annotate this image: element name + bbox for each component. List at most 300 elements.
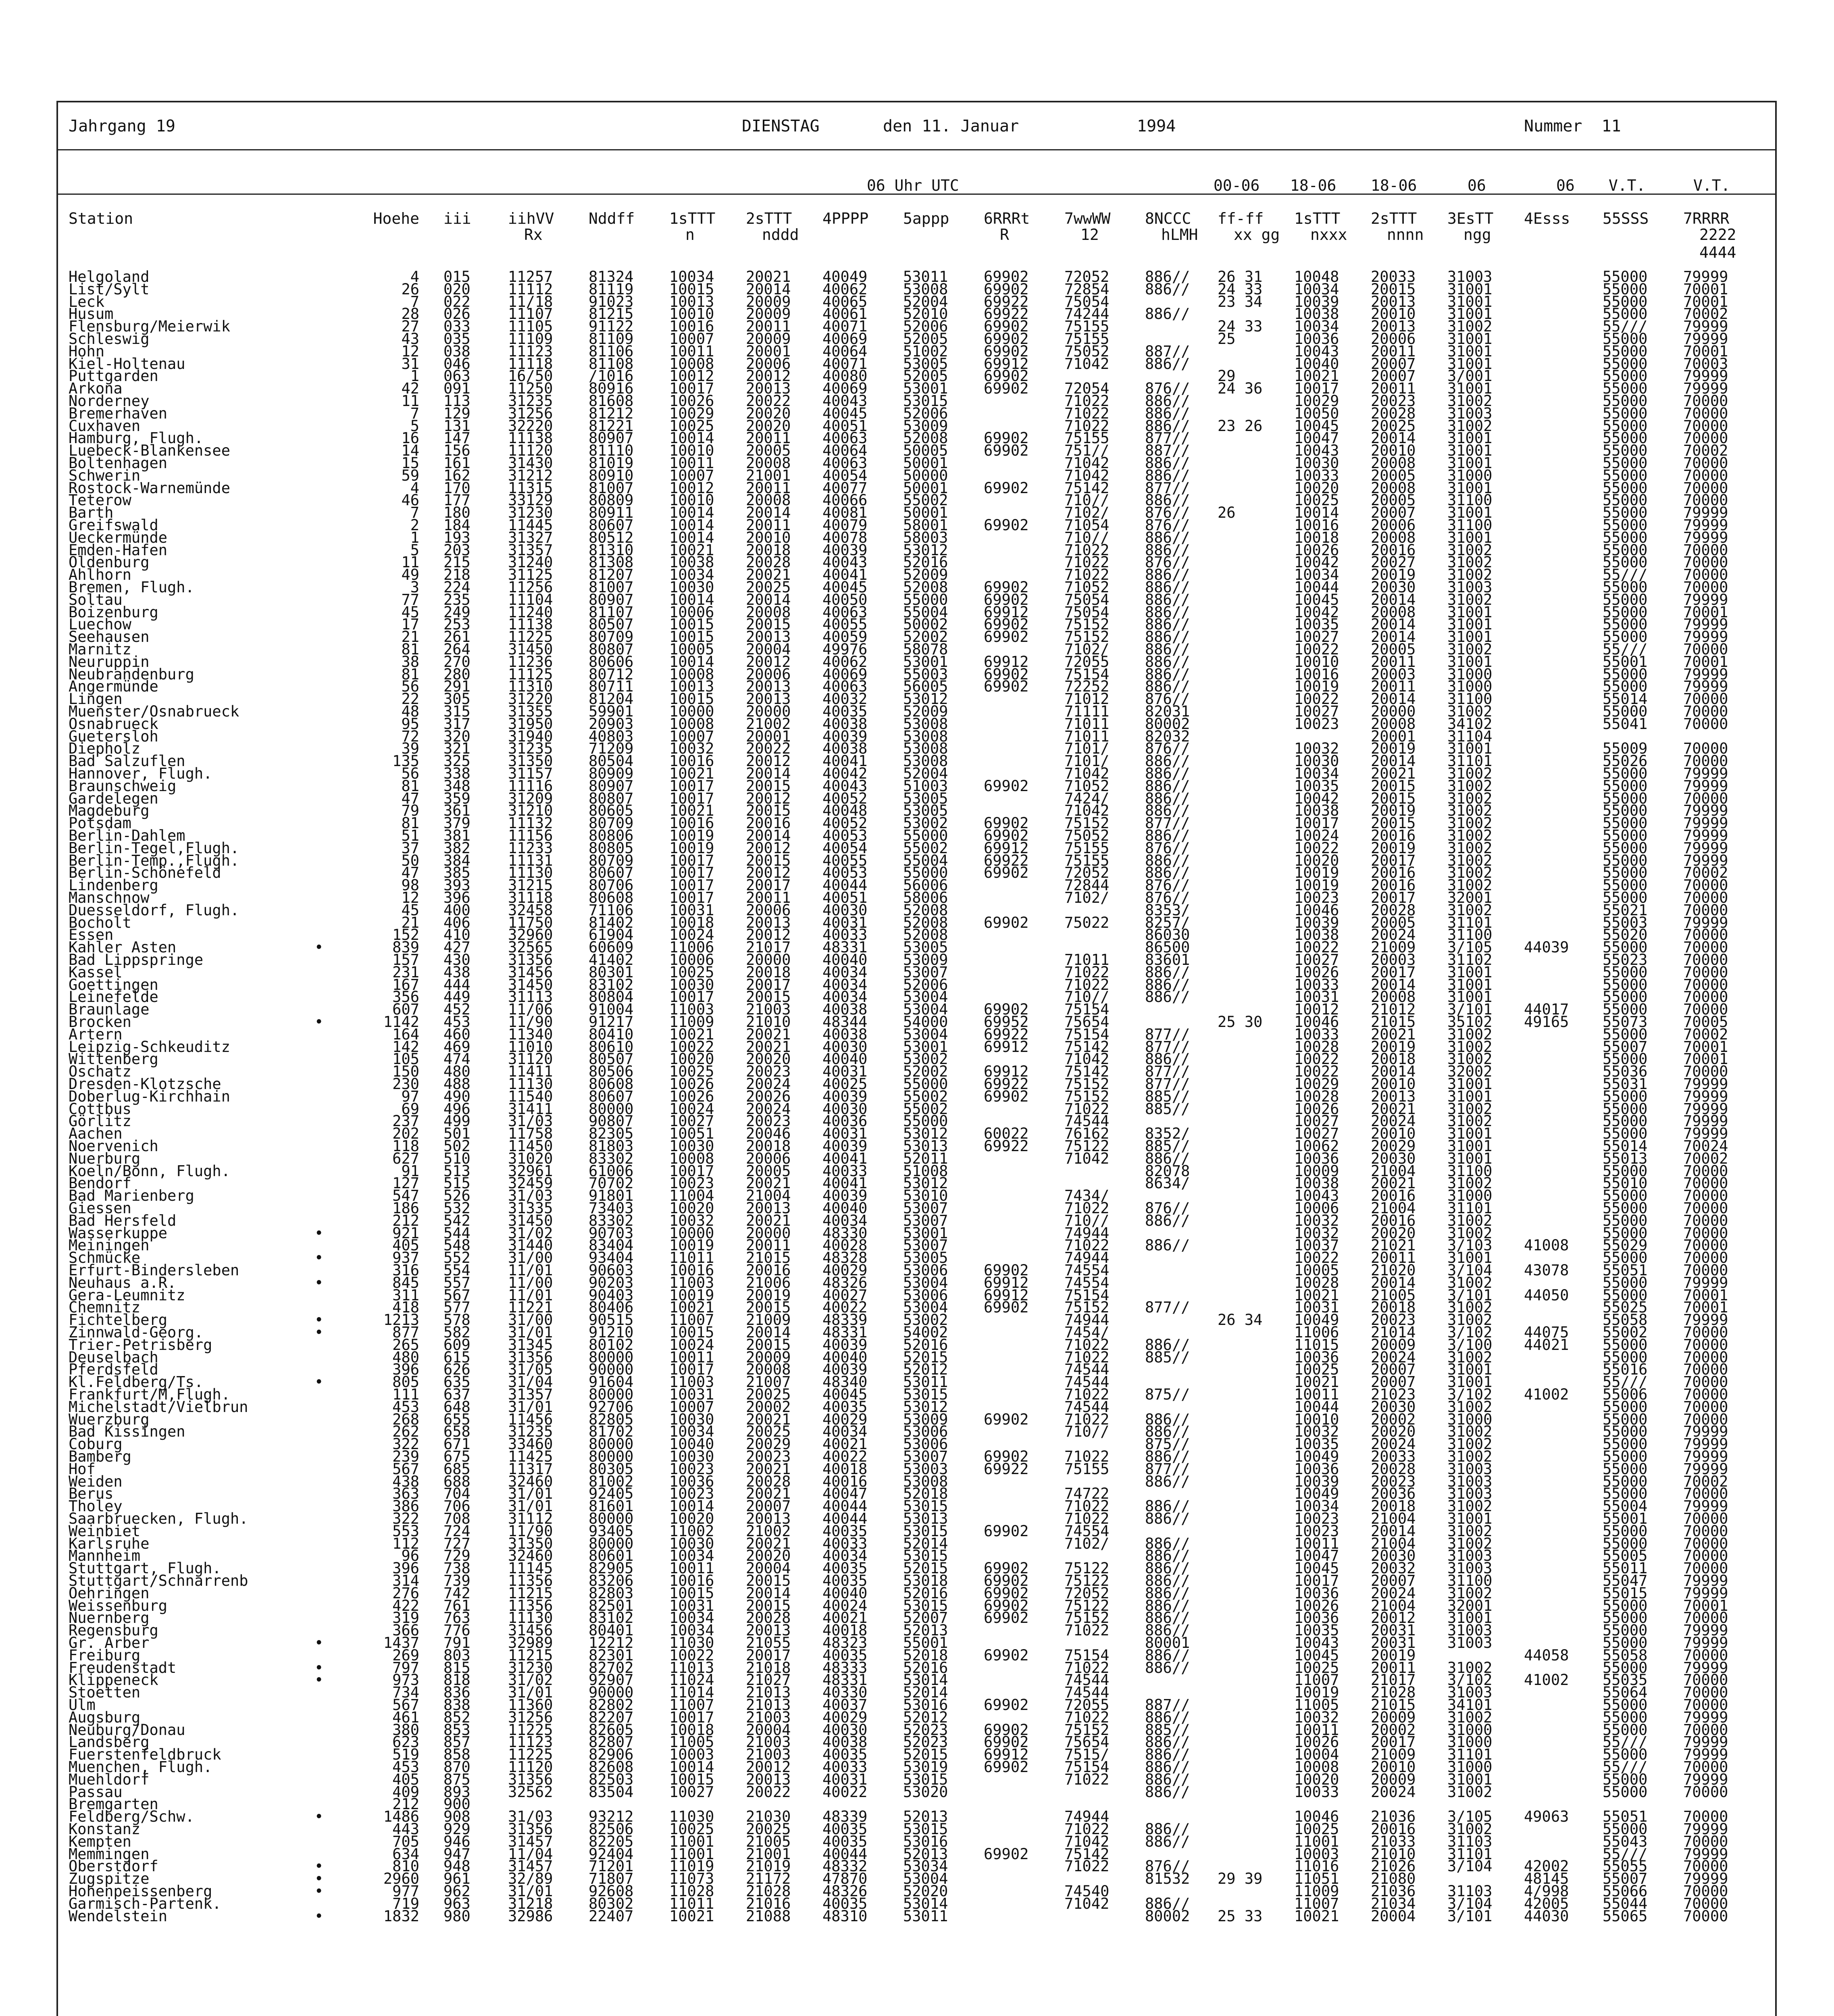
cell-1sttt: 10039	[1294, 293, 1339, 310]
cell-hoehe: 607	[392, 1001, 419, 1018]
cell-4pppp: 40043	[822, 392, 868, 410]
cell-5appp: 53001	[903, 1038, 948, 1056]
cell-4pppp: 40028	[822, 1237, 868, 1254]
cell-1sttt: 10019	[1294, 678, 1339, 696]
cell-1sttt: 10025	[669, 963, 714, 981]
cell-hoehe: 37	[401, 839, 419, 857]
cell-55sss: 55058	[1603, 1311, 1648, 1329]
cell-4pppp: 40044	[822, 877, 868, 894]
cell-4pppp: 40022	[822, 1299, 868, 1316]
cell-6rrrt: 69902	[984, 591, 1029, 608]
cell-2sttt: 20005	[1371, 467, 1416, 484]
cell-3estt: 31003	[1447, 1547, 1493, 1565]
cell-3estt: 31101	[1447, 1200, 1493, 1217]
cell-55sss: 55///	[1603, 1758, 1648, 1776]
cell-2sttt: 20016	[1371, 1212, 1416, 1229]
cell-7rrrr: 70000	[1683, 690, 1728, 708]
cell-nddff: 20903	[589, 715, 634, 733]
cell-8nccc: 886//	[1145, 492, 1190, 509]
column-header-3: iihVV	[508, 210, 554, 227]
cell-iihvv: 31235	[508, 392, 553, 410]
cell-2sttt: 20011	[1371, 678, 1416, 696]
column-subheader-6: nddd	[762, 226, 799, 244]
cell-6rrrt: 69902	[984, 1845, 1029, 1863]
cell-2sttt: 21015	[746, 1249, 791, 1267]
cell-1sttt: 10010	[669, 442, 714, 460]
cell-2sttt: 21015	[1371, 1013, 1416, 1031]
cell-55sss: 55044	[1603, 1895, 1648, 1912]
cell-1sttt: 10021	[669, 541, 714, 559]
cell-6rrrt: 69912	[984, 603, 1029, 621]
station-name: Muenchen, Flugh.	[69, 1758, 212, 1776]
cell-nddff: 80805	[589, 839, 634, 857]
cell-2sttt: 21027	[746, 1671, 791, 1689]
cell-8nccc: 886//	[1145, 641, 1190, 658]
station-name: Nuernberg	[69, 1609, 150, 1627]
cell-1sttt: 10039	[1294, 914, 1339, 931]
cell-8nccc: 877//	[1145, 1075, 1190, 1093]
station-name: Wasserkuppe	[69, 1224, 168, 1242]
cell-4pppp: 40330	[822, 1684, 868, 1702]
cell-nddff: 82608	[589, 1758, 634, 1776]
cell-6rrrt: 69902	[984, 1758, 1029, 1776]
cell-nddff: 80709	[589, 814, 634, 832]
cell-3estt: 31001	[1447, 1361, 1493, 1379]
cell-7wwww: 74544	[1064, 1112, 1110, 1130]
cell-7wwww: 7454/	[1064, 1324, 1110, 1341]
cell-iihvv: 11445	[508, 516, 553, 534]
cell-7rrrr: 79999	[1683, 1125, 1728, 1143]
cell-1sttt: 10026	[669, 392, 714, 410]
cell-7rrrr: 79999	[1683, 1708, 1728, 1726]
cell-7wwww: 75142	[1064, 479, 1110, 497]
cell-iii: 038	[443, 342, 470, 360]
cell-iihvv: 31212	[508, 467, 553, 484]
cell-5appp: 53005	[903, 789, 948, 807]
station-name: Tholey	[69, 1497, 123, 1515]
cell-8nccc: 82031	[1145, 703, 1190, 720]
cell-nddff: 81702	[589, 1423, 634, 1441]
cell-nddff: 81402	[589, 914, 634, 931]
cell-4pppp: 48330	[822, 1224, 868, 1242]
cell-nddff: 81119	[589, 280, 634, 298]
cell-55sss: 55000	[1603, 1770, 1648, 1788]
cell-1sttt: 11001	[669, 1833, 714, 1850]
station-name: Muenster/Osnabrueck	[69, 703, 239, 720]
cell-7rrrr: 70000	[1683, 1237, 1728, 1254]
cell-hoehe: 97	[401, 1087, 419, 1105]
cell-hoehe: 396	[392, 1361, 419, 1379]
cell-5appp: 53009	[903, 417, 948, 435]
cell-hoehe: 31	[401, 355, 419, 373]
cell-7rrrr: 79999	[1683, 1435, 1728, 1453]
cell-4pppp: 40030	[822, 1721, 868, 1739]
cell-5appp: 50005	[903, 442, 948, 460]
cell-5appp: 55000	[903, 591, 948, 608]
cell-1sttt: 10017	[669, 864, 714, 882]
cell-hoehe: 212	[392, 1795, 419, 1813]
cell-7rrrr: 70003	[1683, 355, 1728, 373]
cell-7wwww: 72854	[1064, 280, 1110, 298]
cell-1sttt: 10018	[669, 1721, 714, 1739]
station-name: Gr. Arber	[69, 1634, 150, 1652]
cell-55sss: 55000	[1603, 380, 1648, 398]
cell-2sttt: 21021	[1371, 1237, 1416, 1254]
cell-1sttt: 10035	[1294, 1435, 1339, 1453]
cell-4esss: 41002	[1524, 1671, 1569, 1689]
column-subheader-12: xx gg	[1234, 226, 1280, 244]
cell-iii: 291	[443, 678, 470, 696]
cell-55sss: 55000	[1603, 1423, 1648, 1441]
cell-2sttt: 20008	[746, 603, 791, 621]
cell-nddff: 80608	[589, 1075, 634, 1093]
cell-nddff: 81108	[589, 355, 634, 373]
cell-3estt: 31002	[1447, 802, 1493, 820]
cell-2sttt: 20025	[746, 579, 791, 596]
cell-2sttt: 20021	[1371, 765, 1416, 782]
cell-iihvv: 11240	[508, 603, 553, 621]
cell-iihvv: 31357	[508, 1386, 553, 1403]
cell-3estt: 31100	[1447, 926, 1493, 944]
station-name: Koeln/Bonn, Flugh.	[69, 1162, 230, 1180]
cell-1sttt: 10009	[1294, 1162, 1339, 1180]
cell-nddff: 81215	[589, 305, 634, 323]
cell-1sttt: 10031	[669, 1386, 714, 1403]
cell-2sttt: 21088	[746, 1907, 791, 1925]
cell-2sttt: 20015	[746, 988, 791, 1006]
cell-5appp: 53005	[903, 1249, 948, 1267]
cell-1sttt: 10030	[1294, 752, 1339, 770]
cell-hoehe: 127	[392, 1175, 419, 1192]
cell-6rrrt: 69902	[984, 1609, 1029, 1627]
cell-3estt: 31001	[1447, 1249, 1493, 1267]
cell-nddff: 81019	[589, 454, 634, 472]
cell-3estt: 3/102	[1447, 1386, 1493, 1403]
station-name: Mannheim	[69, 1547, 141, 1565]
cell-7rrrr: 79999	[1683, 1584, 1728, 1602]
cell-iihvv: 31113	[508, 988, 553, 1006]
cell-1sttt: 10026	[1294, 963, 1339, 981]
cell-7wwww: 75142	[1064, 1038, 1110, 1056]
cell-55sss: 55000	[1603, 1820, 1648, 1838]
cell-3estt: 31002	[1447, 1522, 1493, 1540]
cell-6rrrt: 69902	[984, 367, 1029, 385]
cell-7wwww: 71052	[1064, 579, 1110, 596]
cell-7wwww: 74544	[1064, 1361, 1110, 1379]
cell-1sttt: 11073	[669, 1870, 714, 1888]
cell-5appp: 52015	[903, 1560, 948, 1577]
cell-5appp: 53012	[903, 1125, 948, 1143]
cell-iii: 129	[443, 404, 470, 422]
cell-55sss: 55000	[1603, 789, 1648, 807]
station-name: Leipzig-Schkeuditz	[69, 1038, 230, 1056]
cell-2sttt: 21030	[746, 1808, 791, 1826]
cell-hoehe: 164	[392, 1025, 419, 1043]
cell-5appp: 53005	[903, 939, 948, 956]
cell-hoehe: 921	[392, 1224, 419, 1242]
cell-7rrrr: 79999	[1683, 529, 1728, 546]
cell-7rrrr: 70000	[1683, 1671, 1728, 1689]
cell-5appp: 53004	[903, 1001, 948, 1018]
cell-5appp: 53014	[903, 1671, 948, 1689]
cell-nddff: 80406	[589, 1299, 634, 1316]
cell-55sss: 55000	[1603, 404, 1648, 422]
cell-nddff: 90515	[589, 1311, 634, 1329]
cell-1sttt: 10034	[1294, 765, 1339, 782]
cell-4pppp: 40040	[822, 1348, 868, 1366]
cell-iii: 567	[443, 1286, 470, 1304]
cell-7rrrr: 70000	[1683, 1758, 1728, 1776]
cell-4pppp: 40041	[822, 1175, 868, 1192]
cell-hoehe: 56	[401, 765, 419, 782]
cell-3estt: 31002	[1447, 864, 1493, 882]
cell-6rrrt: 69902	[984, 1410, 1029, 1428]
cell-1sttt: 10011	[1294, 1721, 1339, 1739]
cell-8nccc: 876//	[1145, 380, 1190, 398]
cell-ffff: 25 33	[1218, 1907, 1263, 1925]
cell-1sttt: 10047	[1294, 1547, 1339, 1565]
station-name: Diepholz	[69, 740, 141, 758]
cell-iii: 022	[443, 293, 470, 310]
cell-2sttt: 21001	[746, 1845, 791, 1863]
cell-55sss: 55007	[1603, 1038, 1648, 1056]
cell-8nccc: 81532	[1145, 1870, 1190, 1888]
cell-iii: 742	[443, 1584, 470, 1602]
cell-6rrrt: 69902	[984, 777, 1029, 795]
station-name: Chemnitz	[69, 1299, 141, 1316]
cell-1sttt: 10016	[669, 752, 714, 770]
cell-55sss: 55021	[1603, 901, 1648, 919]
cell-iihvv: 16/50	[508, 367, 553, 385]
cell-hoehe: 322	[392, 1510, 419, 1527]
cell-7rrrr: 70000	[1683, 417, 1728, 435]
cell-iii: 858	[443, 1746, 470, 1764]
cell-2sttt: 21018	[746, 1659, 791, 1677]
cell-55sss: 55026	[1603, 752, 1648, 770]
station-name: Meiningen	[69, 1237, 150, 1254]
cell-2sttt: 20007	[746, 1497, 791, 1515]
column-header-9: 6RRRt	[984, 210, 1030, 227]
cell-8nccc: 886//	[1145, 1820, 1190, 1838]
cell-55sss: 55000	[1603, 1025, 1648, 1043]
cell-55sss: 55000	[1603, 1659, 1648, 1677]
cell-7wwww: 71022	[1064, 1622, 1110, 1639]
cell-3estt: 31001	[1447, 355, 1493, 373]
cell-1sttt: 10030	[669, 1448, 714, 1465]
cell-55sss: 55000	[1603, 777, 1648, 795]
cell-3estt: 31002	[1447, 789, 1493, 807]
mountain-station-marker: •	[314, 1870, 324, 1888]
cell-nddff: 80711	[589, 678, 634, 696]
cell-nddff: 81310	[589, 541, 634, 559]
cell-1sttt: 10034	[669, 1609, 714, 1627]
cell-hoehe: 16	[401, 429, 419, 447]
station-name: Teterow	[69, 492, 131, 509]
cell-iii: 548	[443, 1237, 470, 1254]
cell-hoehe: 21	[401, 628, 419, 646]
cell-3estt: 31101	[1447, 1845, 1493, 1863]
cell-2sttt: 20019	[1371, 1038, 1416, 1056]
cell-4pppp: 40039	[822, 1137, 868, 1155]
cell-nddff: 81204	[589, 690, 634, 708]
cell-7rrrr: 70000	[1683, 889, 1728, 906]
cell-5appp: 53020	[903, 1783, 948, 1801]
cell-7wwww: 74554	[1064, 1522, 1110, 1540]
station-name: Potsdam	[69, 814, 131, 832]
cell-2sttt: 21034	[1371, 1895, 1416, 1912]
cell-1sttt: 10015	[669, 1324, 714, 1341]
cell-2sttt: 20018	[1371, 1299, 1416, 1316]
cell-3estt: 3/105	[1447, 939, 1493, 956]
cell-8nccc: 885//	[1145, 1100, 1190, 1118]
cell-4pppp: 40049	[822, 268, 868, 285]
cell-3estt: 31003	[1447, 1622, 1493, 1639]
cell-3estt: 31001	[1447, 740, 1493, 758]
cell-1sttt: 10000	[669, 1224, 714, 1242]
cell-hoehe: 45	[401, 901, 419, 919]
cell-8nccc: 886//	[1145, 591, 1190, 608]
cell-4pppp: 40071	[822, 318, 868, 335]
cell-6rrrt: 69902	[984, 1584, 1029, 1602]
cell-7wwww: 71022	[1064, 554, 1110, 571]
cell-2sttt: 20014	[1371, 616, 1416, 633]
cell-1sttt: 10045	[1294, 591, 1339, 608]
cell-1sttt: 10026	[1294, 1100, 1339, 1118]
cell-7rrrr: 70000	[1683, 1200, 1728, 1217]
cell-5appp: 52012	[903, 1708, 948, 1726]
cell-ffff: 23 34	[1218, 293, 1263, 310]
cell-iii: 253	[443, 616, 470, 633]
cell-3estt: 31002	[1447, 777, 1493, 795]
cell-5appp: 56005	[903, 678, 948, 696]
cell-iii: 761	[443, 1597, 470, 1614]
cell-2sttt: 20015	[746, 1336, 791, 1354]
cell-55sss: 55000	[1603, 1348, 1648, 1366]
cell-1sttt: 10021	[669, 1907, 714, 1925]
cell-7rrrr: 79999	[1683, 1634, 1728, 1652]
cell-1sttt: 10036	[1294, 1584, 1339, 1602]
cell-8nccc: 886//	[1145, 628, 1190, 646]
cell-7wwww: 75142	[1064, 1063, 1110, 1081]
cell-3estt: 31001	[1447, 1609, 1493, 1627]
cell-6rrrt: 69902	[984, 1087, 1029, 1105]
cell-55sss: 55000	[1603, 802, 1648, 820]
cell-iihvv: 32565	[508, 939, 553, 956]
cell-iihvv: 31/00	[508, 1311, 553, 1329]
cell-7rrrr: 70000	[1683, 1212, 1728, 1229]
station-name: Hohn	[69, 342, 105, 360]
mountain-station-marker: •	[314, 1224, 324, 1242]
cell-7wwww: 74544	[1064, 1373, 1110, 1391]
station-name: Oberstdorf	[69, 1858, 158, 1875]
cell-55sss: 55001	[1603, 1510, 1648, 1527]
cell-iihvv: 32986	[508, 1907, 553, 1925]
cell-iihvv: 32961	[508, 1162, 553, 1180]
cell-7rrrr: 70000	[1683, 1386, 1728, 1403]
cell-iihvv: 11250	[508, 380, 553, 398]
cell-1sttt: 10031	[1294, 988, 1339, 1006]
cell-55sss: 55073	[1603, 1013, 1648, 1031]
cell-7rrrr: 79999	[1683, 839, 1728, 857]
cell-2sttt: 20013	[746, 690, 791, 708]
cell-1sttt: 10017	[1294, 814, 1339, 832]
cell-1sttt: 10013	[669, 678, 714, 696]
cell-hoehe: 845	[392, 1274, 419, 1291]
cell-iihvv: 11120	[508, 1758, 553, 1776]
cell-iihvv: 31356	[508, 1348, 553, 1366]
cell-iii: 727	[443, 1535, 470, 1552]
cell-iihvv: 32989	[508, 1634, 553, 1652]
cell-7wwww: 75122	[1064, 1572, 1110, 1589]
cell-7rrrr: 70000	[1683, 579, 1728, 596]
station-name: Klippeneck	[69, 1671, 158, 1689]
cell-5appp: 55002	[903, 839, 948, 857]
cell-iihvv: 31/01	[508, 1398, 553, 1416]
group-c11: 00-06	[1214, 177, 1260, 194]
cell-hoehe: 49	[401, 566, 419, 584]
cell-3estt: 31001	[1447, 330, 1493, 348]
column-subheader-13: nxxx	[1310, 226, 1347, 244]
cell-4pppp: 40039	[822, 1187, 868, 1205]
cell-nddff: 61904	[589, 926, 634, 944]
cell-2sttt: 20022	[746, 392, 791, 410]
cell-1sttt: 11003	[669, 1373, 714, 1391]
cell-hoehe: 262	[392, 1423, 419, 1441]
cell-2sttt: 21055	[746, 1634, 791, 1652]
cell-1sttt: 11005	[1294, 1696, 1339, 1714]
station-name: Bendorf	[69, 1175, 131, 1192]
station-name: Cuxhaven	[69, 417, 141, 435]
cell-8nccc: 876//	[1145, 1858, 1190, 1875]
cell-4pppp: 40035	[822, 1746, 868, 1764]
cell-8nccc: 886//	[1145, 1770, 1190, 1788]
cell-2sttt: 20007	[1371, 367, 1416, 385]
cell-2sttt: 20021	[746, 1460, 791, 1478]
cell-2sttt: 20015	[746, 852, 791, 869]
cell-4pppp: 40053	[822, 864, 868, 882]
cell-iii: 510	[443, 1150, 470, 1167]
cell-iihvv: 32562	[508, 1783, 553, 1801]
cell-5appp: 53004	[903, 1299, 948, 1316]
cell-iihvv: 11138	[508, 616, 553, 633]
cell-1sttt: 10017	[669, 852, 714, 869]
cell-1sttt: 10030	[669, 579, 714, 596]
cell-2sttt: 20009	[1371, 1708, 1416, 1726]
cell-7wwww: 71052	[1064, 777, 1110, 795]
cell-3estt: 31001	[1447, 963, 1493, 981]
cell-4pppp: 40078	[822, 529, 868, 546]
cell-nddff: 80000	[589, 1435, 634, 1453]
cell-hoehe: 118	[392, 1137, 419, 1155]
cell-hoehe: 265	[392, 1336, 419, 1354]
cell-2sttt: 20027	[1371, 554, 1416, 571]
cell-iihvv: 11450	[508, 1137, 553, 1155]
cell-4pppp: 40047	[822, 1485, 868, 1503]
cell-hoehe: 7	[410, 293, 419, 310]
cell-nddff: 80807	[589, 789, 634, 807]
cell-hoehe: 311	[392, 1286, 419, 1304]
cell-7rrrr: 70000	[1683, 901, 1728, 919]
cell-2sttt: 20014	[1371, 1274, 1416, 1291]
cell-2sttt: 20013	[746, 1510, 791, 1527]
cell-nddff: 80000	[589, 1448, 634, 1465]
cell-iihvv: 11/04	[508, 1845, 553, 1863]
cell-5appp: 53008	[903, 752, 948, 770]
cell-1sttt: 10008	[669, 665, 714, 683]
year: 1994	[1137, 117, 1176, 135]
cell-iihvv: 31/03	[508, 1808, 553, 1826]
cell-8nccc: 886//	[1145, 1659, 1190, 1677]
